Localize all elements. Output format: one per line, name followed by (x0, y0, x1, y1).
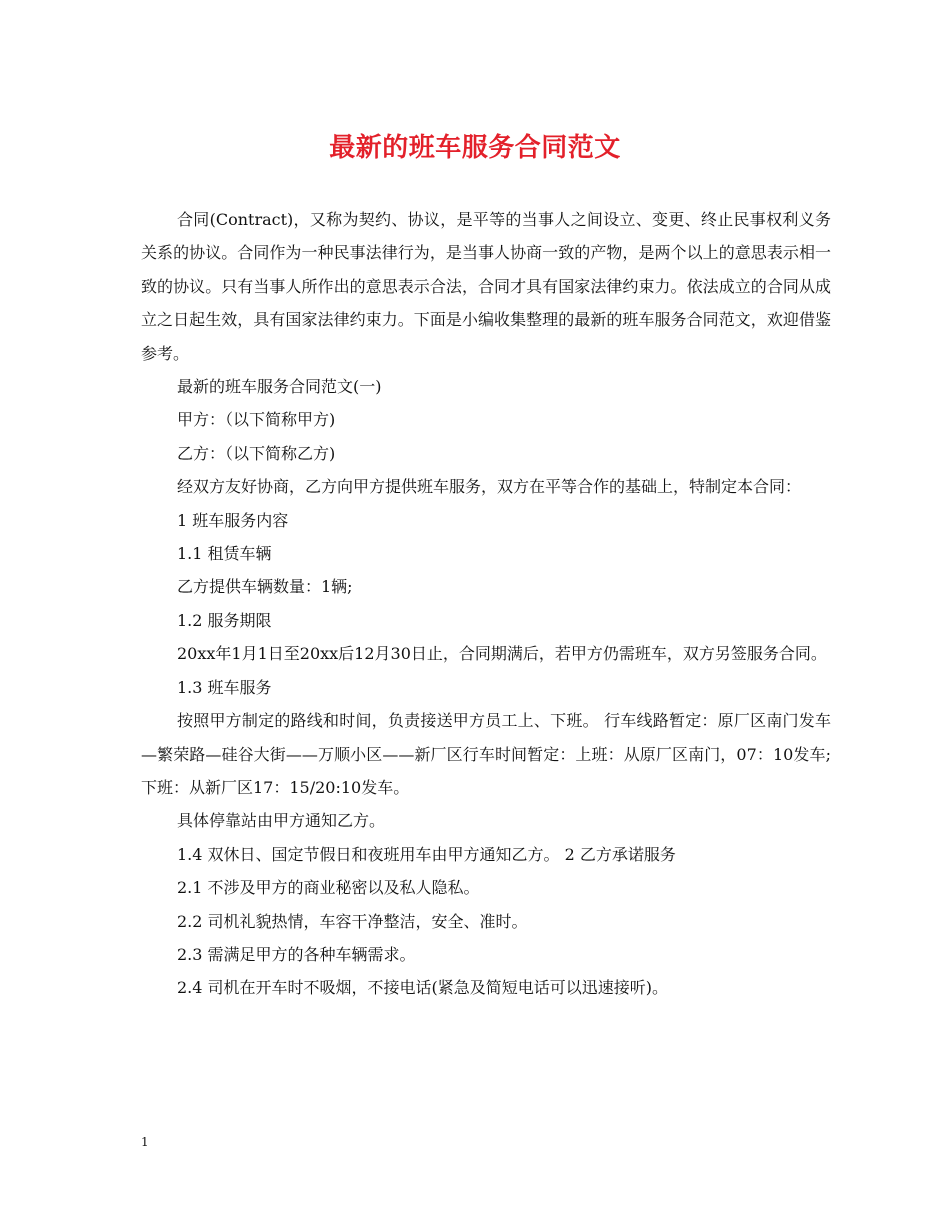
clause-1-2-heading: 1.2 服务期限 (177, 610, 272, 630)
clause-2-3-text: 2.3 需满足甲方的各种车辆需求。 (177, 944, 416, 964)
section-1-heading: 1 班车服务内容 (177, 510, 289, 530)
clause-1-3-text: 按照甲方制定的路线和时间，负责接送甲方员工上、下班。 行车线路暂定：原厂区南门发车—繁荣路—硅谷大街——万顺小区——新厂区行车时间暂定：上班：从原厂区南门，07：10发车;下班：从新厂区17：15/20:10发车。 (141, 711, 831, 797)
clause-2-4-text: 2.4 司机在开车时不吸烟，不接电话(紧急及简短电话可以迅速接听)。 (177, 978, 669, 998)
document-title: 最新的班车服务合同范文 (329, 133, 621, 163)
clause-1-1-text: 乙方提供车辆数量：1辆; (177, 577, 353, 597)
clause-1-1-heading: 1.1 租赁车辆 (177, 544, 272, 564)
party-b-line: 乙方：（以下简称乙方) (177, 443, 336, 463)
clause-1-2-text: 20xx年1月1日至20xx后12月30日止，合同期满后，若甲方仍需班车，双方另签服务合同。 (177, 644, 827, 664)
clause-2-1-text: 2.1 不涉及甲方的商业秘密以及私人隐私。 (177, 878, 480, 898)
clause-2-2-text: 2.2 司机礼貌热情，车容干净整洁，安全、准时。 (177, 911, 528, 931)
stop-notice-text: 具体停靠站由甲方通知乙方。 (177, 811, 386, 831)
contract-subtitle: 最新的班车服务合同范文(一) (177, 377, 382, 397)
document-body (141, 203, 831, 1005)
clause-1-4-text: 1.4 双休日、国定节假日和夜班用车由甲方通知乙方。 2 乙方承诺服务 (177, 844, 676, 864)
intro-paragraph: 合同(Contract)，又称为契约、协议，是平等的当事人之间设立、变更、终止民事权利义务关系的协议。合同作为一种民事法律行为，是当事人协商一致的产物，是两个以上的意思表示相一致的协议。只有当事人所作出的意思表示合法，合同才具有国家法律约束力。依法成立的合同从成立之日起生效，具有国家法律约束力。下面是小编收集整理的最新的班车服务合同范文，欢迎借鉴参考。 (141, 210, 831, 363)
party-a-line: 甲方：（以下简称甲方) (177, 410, 336, 430)
preamble-paragraph: 经双方友好协商，乙方向甲方提供班车服务，双方在平等合作的基础上，特制定本合同： (177, 477, 802, 497)
clause-1-3-heading: 1.3 班车服务 (177, 677, 272, 697)
page-number: 1 (141, 1135, 149, 1149)
